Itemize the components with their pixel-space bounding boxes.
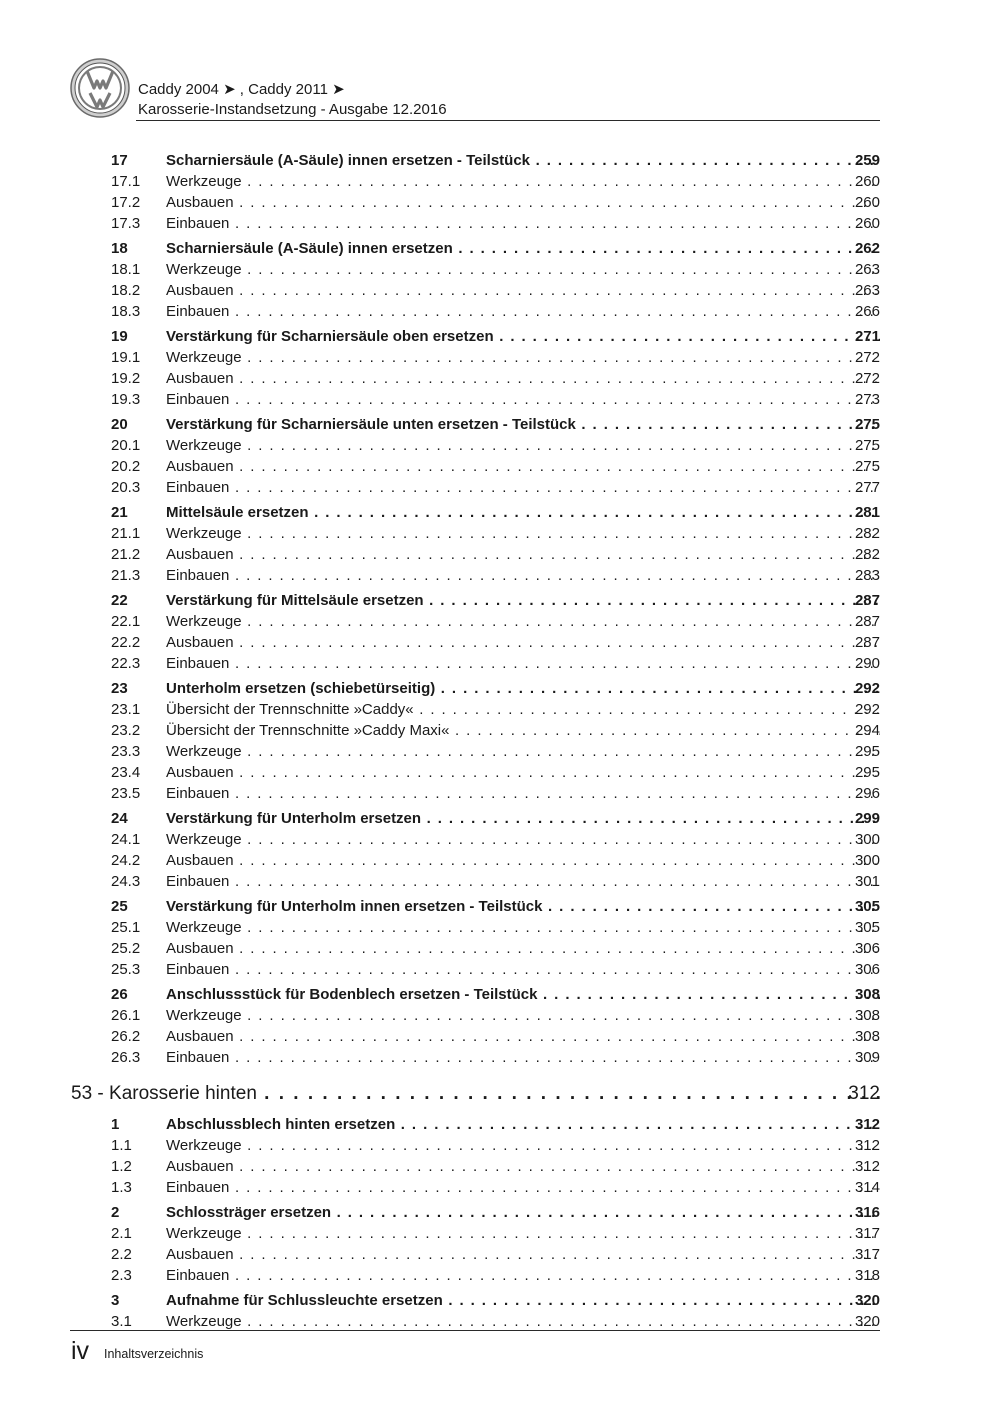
toc-title: Anschlussstück für Bodenblech ersetzen - Teilstück . . . [166, 982, 880, 1007]
section-title: 53 - Karosserie hinten . . . [71, 1082, 880, 1106]
toc-title: Ausbauen . . . [166, 544, 880, 565]
toc-number: 21.2 [111, 546, 141, 563]
toc-title: Einbauen . . . [166, 653, 880, 674]
toc-number: 23.1 [111, 701, 141, 718]
toc-chapter-row[interactable] [0, 234, 999, 259]
toc-title: Ausbauen . . . [166, 762, 880, 783]
toc-number: 17.1 [111, 173, 141, 190]
toc-page: 312 [854, 1116, 880, 1133]
toc-page: 299 [854, 810, 880, 827]
toc-page: 260 [854, 194, 880, 211]
toc-number: 19.3 [111, 391, 141, 408]
toc-title: Unterholm ersetzen (schiebetürseitig) . . . [166, 676, 880, 701]
toc-number: 25.3 [111, 961, 141, 978]
toc-title: Ausbauen . . . [166, 280, 880, 301]
toc-chapter-row[interactable] [0, 1286, 999, 1311]
toc-title: Einbauen . . . [166, 783, 880, 804]
toc-title: Einbauen . . . [166, 213, 880, 234]
toc-number: 21.3 [111, 567, 141, 584]
toc-number: 25 [111, 898, 128, 915]
toc-page: 317 [854, 1246, 880, 1263]
toc-page: 308 [854, 1028, 880, 1045]
toc-title: Ausbauen . . . [166, 1156, 880, 1177]
toc-number: 19.2 [111, 370, 141, 387]
toc-number: 1.3 [111, 1179, 132, 1196]
toc-subsection-row[interactable] [0, 829, 999, 850]
toc-number: 26.1 [111, 1007, 141, 1024]
toc-subsection-row[interactable] [0, 1047, 999, 1068]
toc-subsection-row[interactable] [0, 301, 999, 322]
toc-title: Ausbauen . . . [166, 850, 880, 871]
toc-chapter-row[interactable] [0, 892, 999, 917]
footer-page-number: iv [71, 1337, 90, 1365]
toc-page: 292 [854, 701, 880, 718]
toc-title: Einbauen . . . [166, 565, 880, 586]
toc-page: 312 [854, 1158, 880, 1175]
toc-subsection-row[interactable] [0, 720, 999, 741]
toc-title: Einbauen . . . [166, 959, 880, 980]
toc-title: Aufnahme für Schlussleuchte ersetzen . . . [166, 1288, 880, 1313]
toc-page: 318 [854, 1267, 880, 1284]
toc-title: Ausbauen . . . [166, 938, 880, 959]
toc-subsection-row[interactable] [0, 741, 999, 762]
toc-number: 24 [111, 810, 128, 827]
toc-number: 19 [111, 328, 128, 345]
toc-title: Einbauen . . . [166, 389, 880, 410]
toc-chapter-row[interactable] [0, 410, 999, 435]
toc-number: 22.1 [111, 613, 141, 630]
toc-number: 23 [111, 680, 128, 697]
toc-page: 305 [854, 898, 880, 915]
toc-number: 22.2 [111, 634, 141, 651]
toc-page: 272 [854, 349, 880, 366]
toc-subsection-row[interactable] [0, 871, 999, 892]
toc-title: Werkzeuge . . . [166, 347, 880, 368]
toc-number: 20.3 [111, 479, 141, 496]
toc-number: 21.1 [111, 525, 141, 542]
toc-section-heading[interactable] [0, 1076, 999, 1110]
toc-title: Werkzeuge . . . [166, 1005, 880, 1026]
toc-chapter-row[interactable] [0, 980, 999, 1005]
toc-number: 2 [111, 1204, 120, 1221]
toc-page: 306 [854, 940, 880, 957]
toc-page: 292 [854, 680, 880, 697]
toc-number: 22 [111, 592, 128, 609]
toc-title: Ausbauen . . . [166, 456, 880, 477]
toc-subsection-row[interactable] [0, 544, 999, 565]
toc-page: 309 [854, 1049, 880, 1066]
header-manual-title: Karosserie-Instandsetzung - Ausgabe 12.2016 [138, 101, 447, 118]
page-header [70, 58, 880, 122]
toc-subsection-row[interactable] [0, 850, 999, 871]
toc-number: 18 [111, 240, 128, 257]
toc-subsection-row[interactable] [0, 368, 999, 389]
toc-page: 275 [854, 437, 880, 454]
toc-subsection-row[interactable] [0, 192, 999, 213]
footer-label: Inhaltsverzeichnis [104, 1347, 204, 1361]
table-of-contents [0, 146, 999, 1332]
toc-subsection-row[interactable] [0, 938, 999, 959]
toc-title: Ausbauen . . . [166, 1026, 880, 1047]
toc-title: Einbauen . . . [166, 871, 880, 892]
toc-title: Schlossträger ersetzen . . . [166, 1200, 880, 1225]
toc-number: 22.3 [111, 655, 141, 672]
toc-number: 20 [111, 416, 128, 433]
toc-title: Werkzeuge . . . [166, 259, 880, 280]
toc-chapter-row[interactable] [0, 498, 999, 523]
toc-number: 1.1 [111, 1137, 132, 1154]
toc-number: 23.2 [111, 722, 141, 739]
toc-chapter-row[interactable] [0, 146, 999, 171]
header-model-line: Caddy 2004 ➤ , Caddy 2011 ➤ [138, 81, 345, 98]
toc-title: Verstärkung für Mittelsäule ersetzen . . . [166, 588, 880, 613]
toc-title: Mittelsäule ersetzen . . . [166, 500, 880, 525]
toc-subsection-row[interactable] [0, 259, 999, 280]
toc-title: Übersicht der Trennschnitte »Caddy Maxi« . . . [166, 720, 880, 741]
toc-number: 21 [111, 504, 128, 521]
toc-page: 277 [854, 479, 880, 496]
toc-number: 24.2 [111, 852, 141, 869]
toc-page: 312 [854, 1137, 880, 1154]
toc-subsection-row[interactable] [0, 1223, 999, 1244]
toc-page: 271 [854, 328, 880, 345]
toc-page: 263 [854, 282, 880, 299]
toc-page: 266 [854, 303, 880, 320]
toc-number: 20.1 [111, 437, 141, 454]
toc-chapter-row[interactable] [0, 1110, 999, 1135]
toc-number: 26.2 [111, 1028, 141, 1045]
toc-subsection-row[interactable] [0, 389, 999, 410]
toc-number: 25.2 [111, 940, 141, 957]
toc-chapter-row[interactable] [0, 1198, 999, 1223]
toc-subsection-row[interactable] [0, 1244, 999, 1265]
toc-page: 308 [854, 1007, 880, 1024]
toc-chapter-row[interactable] [0, 674, 999, 699]
toc-title: Werkzeuge . . . [166, 829, 880, 850]
toc-subsection-row[interactable] [0, 653, 999, 674]
toc-number: 17.2 [111, 194, 141, 211]
toc-page: 283 [854, 567, 880, 584]
toc-page: 294 [854, 722, 880, 739]
toc-title: Ausbauen . . . [166, 192, 880, 213]
toc-page: 314 [854, 1179, 880, 1196]
toc-number: 23.4 [111, 764, 141, 781]
toc-title: Einbauen . . . [166, 1047, 880, 1068]
toc-page: 295 [854, 764, 880, 781]
toc-title: Werkzeuge . . . [166, 917, 880, 938]
toc-number: 2.2 [111, 1246, 132, 1263]
toc-number: 24.1 [111, 831, 141, 848]
toc-number: 20.2 [111, 458, 141, 475]
toc-page: 306 [854, 961, 880, 978]
toc-page: 317 [854, 1225, 880, 1242]
toc-number: 3 [111, 1292, 120, 1309]
toc-number: 23.3 [111, 743, 141, 760]
toc-number: 26 [111, 986, 128, 1003]
toc-title: Ausbauen . . . [166, 632, 880, 653]
header-divider [136, 120, 880, 121]
toc-subsection-row[interactable] [0, 171, 999, 192]
toc-subsection-row[interactable] [0, 280, 999, 301]
toc-title: Einbauen . . . [166, 1265, 880, 1286]
toc-subsection-row[interactable] [0, 477, 999, 498]
toc-title: Abschlussblech hinten ersetzen . . . [166, 1112, 880, 1137]
toc-number: 3.1 [111, 1313, 132, 1330]
toc-title: Scharniersäule (A-Säule) innen ersetzen - Teilstück . . . [166, 148, 880, 173]
toc-subsection-row[interactable] [0, 783, 999, 804]
toc-page: 296 [854, 785, 880, 802]
toc-title: Werkzeuge . . . [166, 523, 880, 544]
toc-subsection-row[interactable] [0, 632, 999, 653]
toc-page: 259 [854, 152, 880, 169]
toc-subsection-row[interactable] [0, 523, 999, 544]
footer-divider [70, 1330, 880, 1331]
toc-page: 300 [854, 831, 880, 848]
toc-subsection-row[interactable] [0, 611, 999, 632]
toc-subsection-row[interactable] [0, 1135, 999, 1156]
toc-subsection-row[interactable] [0, 213, 999, 234]
toc-subsection-row[interactable] [0, 1265, 999, 1286]
toc-title: Einbauen . . . [166, 301, 880, 322]
toc-number: 18.3 [111, 303, 141, 320]
toc-page: 287 [854, 613, 880, 630]
toc-subsection-row[interactable] [0, 1156, 999, 1177]
toc-page: 273 [854, 391, 880, 408]
toc-subsection-row[interactable] [0, 565, 999, 586]
toc-title: Werkzeuge . . . [166, 1223, 880, 1244]
toc-page: 287 [854, 592, 880, 609]
toc-number: 17.3 [111, 215, 141, 232]
toc-page: 295 [854, 743, 880, 760]
toc-subsection-row[interactable] [0, 1026, 999, 1047]
toc-subsection-row[interactable] [0, 959, 999, 980]
toc-page: 320 [854, 1292, 880, 1309]
toc-number: 19.1 [111, 349, 141, 366]
toc-page: 275 [854, 458, 880, 475]
toc-page: 282 [854, 525, 880, 542]
toc-subsection-row[interactable] [0, 917, 999, 938]
toc-title: Werkzeuge . . . [166, 435, 880, 456]
toc-title: Werkzeuge . . . [166, 1135, 880, 1156]
toc-page: 301 [854, 873, 880, 890]
toc-title: Scharniersäule (A-Säule) innen ersetzen . . . [166, 236, 880, 261]
toc-title: Verstärkung für Unterholm innen ersetzen - Teilstück . . . [166, 894, 880, 919]
toc-title: Ausbauen . . . [166, 368, 880, 389]
toc-title: Werkzeuge . . . [166, 1311, 880, 1332]
section-page: 312 [848, 1083, 880, 1104]
toc-page: 308 [854, 986, 880, 1003]
toc-page: 290 [854, 655, 880, 672]
toc-page: 316 [854, 1204, 880, 1221]
toc-page: 287 [854, 634, 880, 651]
toc-title: Werkzeuge . . . [166, 611, 880, 632]
toc-number: 17 [111, 152, 128, 169]
toc-title: Ausbauen . . . [166, 1244, 880, 1265]
toc-number: 2.3 [111, 1267, 132, 1284]
toc-page: 262 [854, 240, 880, 257]
toc-page: 260 [854, 215, 880, 232]
toc-subsection-row[interactable] [0, 1005, 999, 1026]
toc-number: 1.2 [111, 1158, 132, 1175]
vw-logo [70, 58, 130, 118]
toc-number: 18.1 [111, 261, 141, 278]
toc-number: 23.5 [111, 785, 141, 802]
toc-chapter-row[interactable] [0, 586, 999, 611]
toc-number: 1 [111, 1116, 120, 1133]
toc-page: 272 [854, 370, 880, 387]
toc-title: Verstärkung für Unterholm ersetzen . . . [166, 806, 880, 831]
toc-subsection-row[interactable] [0, 1177, 999, 1198]
toc-chapter-row[interactable] [0, 322, 999, 347]
toc-subsection-row[interactable] [0, 435, 999, 456]
toc-page: 320 [854, 1313, 880, 1330]
toc-title: Einbauen . . . [166, 1177, 880, 1198]
toc-page: 281 [854, 504, 880, 521]
toc-page: 260 [854, 173, 880, 190]
toc-number: 2.1 [111, 1225, 132, 1242]
toc-page: 305 [854, 919, 880, 936]
toc-subsection-row[interactable] [0, 762, 999, 783]
toc-page: 282 [854, 546, 880, 563]
toc-title: Verstärkung für Scharniersäule unten ersetzen - Teilstück . . . [166, 412, 880, 437]
toc-subsection-row[interactable] [0, 699, 999, 720]
toc-title: Werkzeuge . . . [166, 741, 880, 762]
toc-number: 25.1 [111, 919, 141, 936]
toc-title: Übersicht der Trennschnitte »Caddy« . . . [166, 699, 880, 720]
toc-page: 300 [854, 852, 880, 869]
toc-subsection-row[interactable] [0, 1311, 999, 1332]
toc-subsection-row[interactable] [0, 347, 999, 368]
toc-chapter-row[interactable] [0, 804, 999, 829]
toc-title: Einbauen . . . [166, 477, 880, 498]
toc-title: Werkzeuge . . . [166, 171, 880, 192]
toc-number: 18.2 [111, 282, 141, 299]
toc-number: 26.3 [111, 1049, 141, 1066]
toc-title: Verstärkung für Scharniersäule oben ersetzen . . . [166, 324, 880, 349]
toc-subsection-row[interactable] [0, 456, 999, 477]
toc-page: 275 [854, 416, 880, 433]
toc-page: 263 [854, 261, 880, 278]
toc-number: 24.3 [111, 873, 141, 890]
